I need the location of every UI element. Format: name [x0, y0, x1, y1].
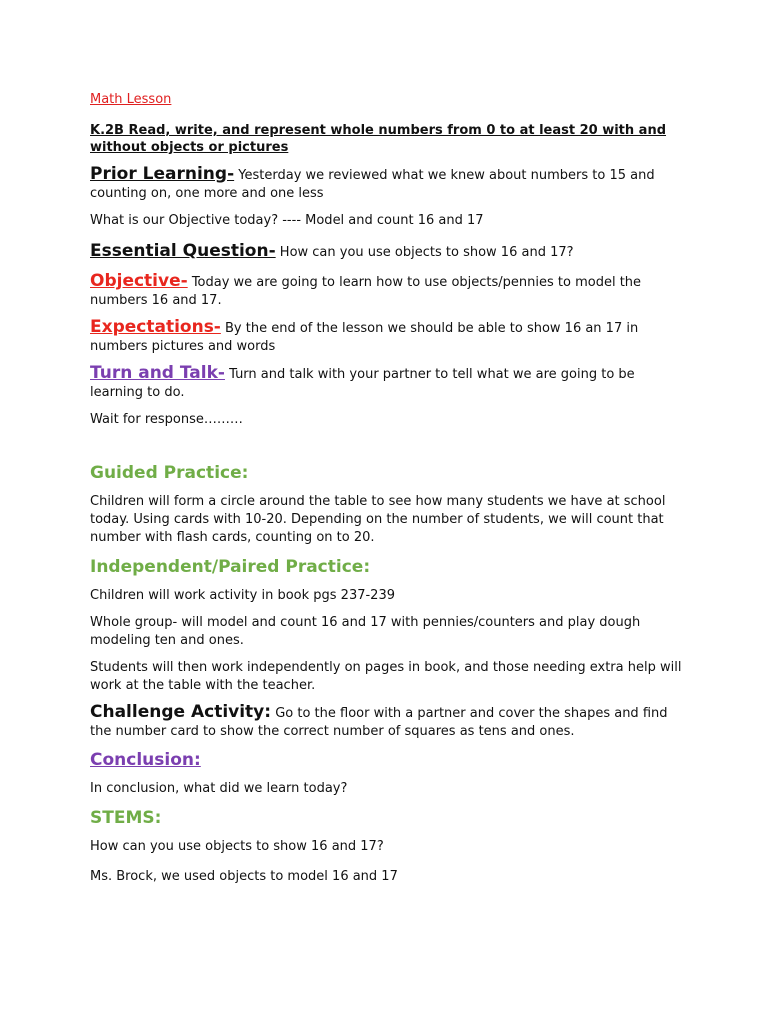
challenge-label: Challenge Activity:	[90, 702, 272, 722]
turn-and-talk-section	[90, 364, 690, 402]
guided-practice-section	[90, 462, 690, 484]
essential-question-label: Essential Question-	[90, 241, 276, 261]
guided-practice-text: Children will form a circle around the table to see how many students we have at school today. Using cards with 10-20. Depending on the number of students, we will count that number with flash cards, counting on to 20.	[90, 494, 666, 545]
guided-practice-heading: Guided Practice:	[90, 463, 249, 483]
prior-learning-label: Prior Learning-	[90, 164, 235, 184]
expectations-text: By the end of the lesson we should be able to show 16 an 17 in numbers pictures and words	[90, 321, 639, 354]
independent-practice-item: Students will then work independently on pages in book, and those needing extra help will work at the table with the teacher.	[90, 660, 682, 693]
objective-section	[90, 272, 690, 310]
expectations-section	[90, 318, 690, 356]
independent-practice-item: Children will work activity in book pgs 237-239	[90, 588, 395, 603]
stems-item: How can you use objects to show 16 and 17?	[90, 839, 384, 854]
independent-practice-section	[90, 556, 690, 578]
stems-section	[90, 807, 690, 829]
independent-practice-heading: Independent/Paired Practice:	[90, 557, 371, 577]
challenge-section	[90, 703, 690, 741]
essential-question-text: How can you use objects to show 16 and 17?	[275, 245, 574, 260]
objective-question: What is our Objective today? ---- Model and count 16 and 17	[90, 213, 484, 228]
stems-item: Ms. Brock, we used objects to model 16 and 17	[90, 869, 398, 884]
conclusion-heading: Conclusion:	[90, 750, 201, 770]
challenge-text: Go to the floor with a partner and cover the shapes and find the number card to show the correct number of squares as tens and ones.	[90, 706, 668, 739]
prior-learning-text: Yesterday we reviewed what we knew about numbers to 15 and counting on, one more and one less	[90, 168, 655, 201]
spacer	[90, 438, 690, 462]
conclusion-section	[90, 749, 690, 771]
turn-and-talk-label: Turn and Talk-	[90, 363, 225, 383]
standard-statement: K.2B Read, write, and represent whole numbers from 0 to at least 20 with and without objects or pictures	[90, 123, 667, 155]
wait-for-response: Wait for response………	[90, 412, 243, 427]
objective-text: Today we are going to learn how to use objects/pennies to model the numbers 16 and 17.	[90, 275, 642, 308]
document-page	[90, 91, 690, 895]
independent-practice-item: Whole group- will model and count 16 and 17 with pennies/counters and play dough modeling ten and ones.	[90, 615, 641, 648]
expectations-label: Expectations-	[90, 317, 221, 337]
essential-question-section	[90, 242, 690, 262]
lesson-title: Math Lesson	[90, 92, 172, 107]
turn-and-talk-text: Turn and talk with your partner to tell what we are going to be learning to do.	[90, 367, 635, 400]
objective-label: Objective-	[90, 271, 188, 291]
conclusion-text: In conclusion, what did we learn today?	[90, 781, 348, 796]
stems-heading: STEMS:	[90, 808, 162, 828]
prior-learning-section	[90, 165, 690, 203]
